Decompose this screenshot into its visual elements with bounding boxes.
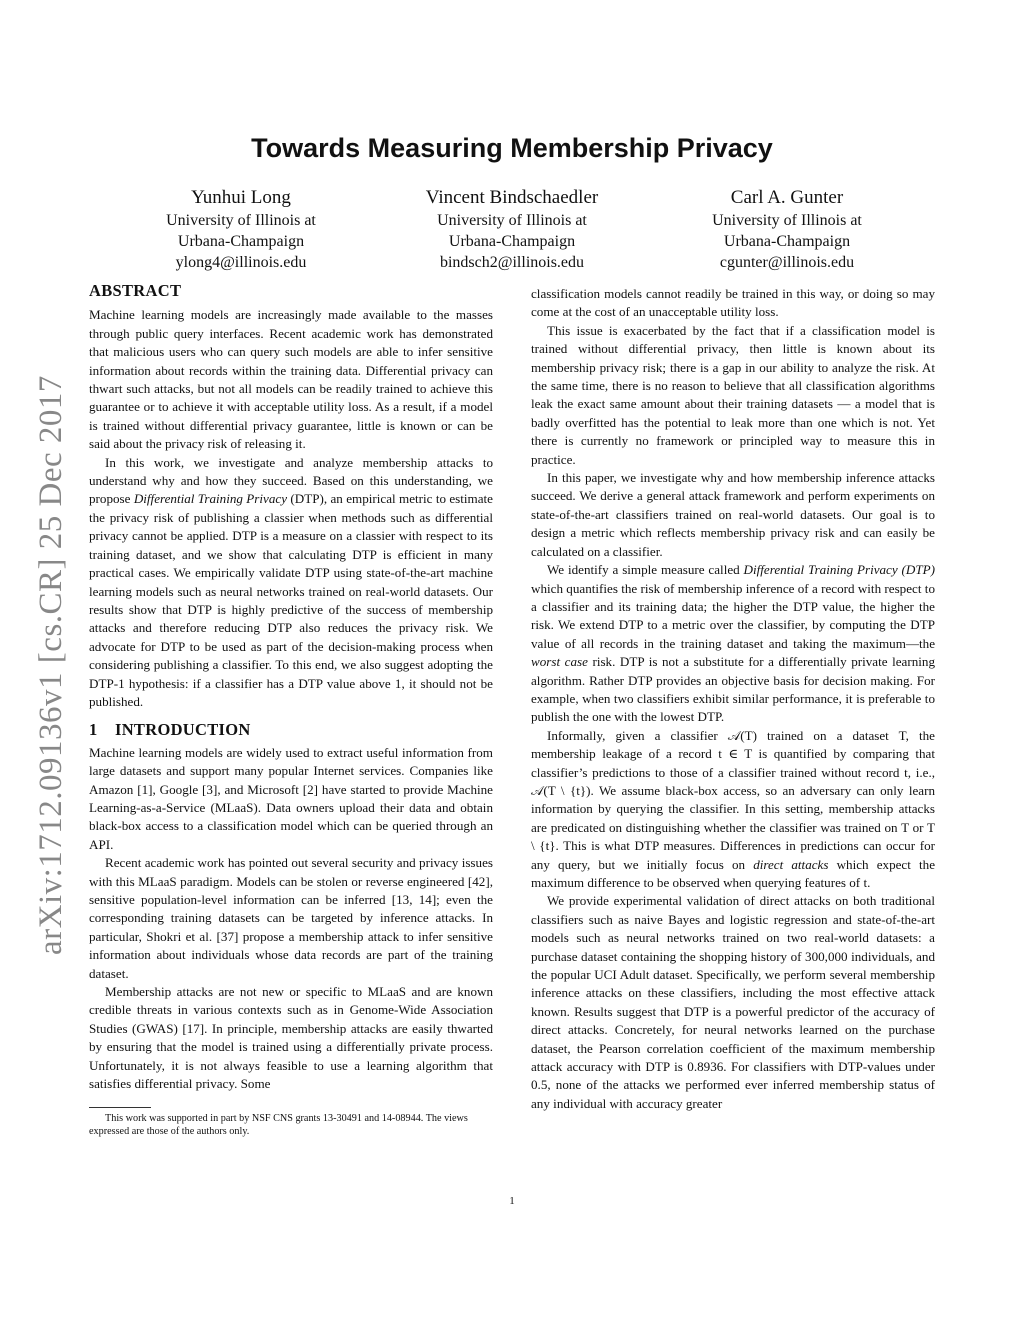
abstract-paragraph: Machine learning models are increasingly made available to the masses through public query interfaces. Recent academic work has demonstrated that malicious users who can query such models are able to infer sensitive information about records within the training data. Differential privacy can thwart such attacks, but not all models can be readily trained to achieve this guarantee or to achieve it with acceptable utility loss. As a result, if a model is trained without differential privacy guarantee, little is known or can be said about the privacy risk of releasing it. <box>89 307 493 452</box>
author-email: bindsch2@illinois.edu <box>439 254 585 271</box>
arxiv-stamp: arXiv:1712.09136v1 [cs.CR] 25 Dec 2017 <box>33 375 69 955</box>
author-name: Carl A. Gunter <box>730 187 844 208</box>
body-paragraph: classification models cannot readily be trained in this way, or doing so may come at the cost of an unacceptable utility loss. <box>531 286 935 320</box>
abstract-heading: ABSTRACT <box>89 281 182 300</box>
intro-paragraph: Membership attacks are not new or specific to MLaaS and are known credible threats in various contexts such as in Genome-Wide Association Studies (GWAS) [17]. In principle, membership attacks are easily thwarted by ensuring that the model is trained using a differentially private process. Unfortunately, it is not always feasible to use a learning algorithm that satisfies differential privacy. Some <box>89 984 493 1092</box>
author-block-1 <box>91 186 391 273</box>
body-paragraph: In this paper, we investigate why and how membership inference attacks succeed. We derive a general attack framework and perform experiments on state-of-the-art classifiers trained on real-world datasets. Our goal is to design a metric which reflects membership privacy risk and can easily be calculated on a classifier. <box>531 470 935 559</box>
author-affiliation: University of Illinois at <box>712 212 862 229</box>
body-paragraph: Informally, given a classifier 𝒜(T) trained on a dataset T, the membership leakage of a record t ∈ T is quantified by comparing that classifier’s predictions to those of a classifier trained without record t, i.e., 𝒜(T \ {t}). We assume black-box access, so an adversary can only learn information by querying the classifier. In this setting, membership attacks are predicated on distinguishing whether the classifier was trained on T or T \ {t}. This is what DTP measures. Differences in predictions can occur for any query, but we initially focus on direct attacks which expect the maximum difference to be observed when querying features of t. <box>531 727 935 890</box>
body-paragraph: This issue is exacerbated by the fact that if a classification model is trained without differential privacy, then little is known about its membership privacy risk; there is a gap in our ability to analyze the risk. At the same time, there is no reason to believe that all classification algorithms leak the exact same amount about their training datasets — a model that is badly overfitted has the potential to leak more than one which is not. Yet there is currently no framework or principled way to measure this in practice. <box>531 322 935 467</box>
body-paragraph: We identify a simple measure called Differential Training Privacy (DTP) which quantifies the risk of membership inference of a record with respect to a classifier and its training data; the higher the DTP value, the higher the risk. We extend DTP to a metric over the classifier, by computing the DTP value of all records in the training dataset and taking the maximum—the worst case risk. DTP is not a substitute for a differentially private learning algorithm. Rather DTP provides an objective basis for decision making. For example, when two classifiers exhibit similar performance, it is preferable to publish the one with the lowest DTP. <box>531 562 935 725</box>
footnote-rule <box>89 1107 151 1108</box>
author-affiliation: Urbana-Champaign <box>177 233 305 250</box>
author-name: Yunhui Long <box>191 187 291 208</box>
abstract-paragraph: In this work, we investigate and analyze membership attacks to understand why and how they succeed. Based on this understanding, we propose Differential Training Privacy (DTP), an empirical metric to estimate the privacy risk of publishing a classier when methods such as differential privacy cannot be applied. DTP is a measure on a classier with respect to its training dataset, and we show that calculating DTP is efficient in many practical cases. We empirically validate DTP using state-of-the-art machine learning models such as neural networks trained on real-world datasets. Our results show that DTP is highly predictive of the success of membership attacks and therefore reducing DTP also reduces the privacy risk. We advocate for DTP to be used as part of the decision-making process when considering publishing a classifier. To this end, we also suggest adopting the DTP-1 hypothesis: if a classifier has a DTP value above 1, it should not be published. <box>89 454 493 709</box>
body-paragraph: We provide experimental validation of direct attacks on both traditional classifiers such as naive Bayes and logistic regression and state-of-the-art models such as neural networks trained on two real-world datasets: a purchase dataset containing the shopping history of 300,000 individuals, and the popular UCI Adult dataset. Specifically, we perform several membership inference attacks on these classifiers, including the most effective attack known. Results suggest that DTP is a powerful predictor of the accuracy of direct attacks. Concretely, for neural networks learned on the purchase dataset, the Pearson correlation coefficient of the maximum membership attack accuracy with DTP is 0.8936. For classifiers with DTP-values under 0.5, none of the attacks we performed ever inferred membership status of any individual with accuracy greater <box>531 893 935 1111</box>
author-affiliation: Urbana-Champaign <box>448 233 576 250</box>
right-column <box>531 285 935 1113</box>
intro-paragraph: Machine learning models are widely used to extract useful information from large datasets and support many popular Internet services. Companies like Amazon [1], Google [3], and Microsoft [2] have started to provide Machine Learning-as-a-Service (MLaaS). Data owners upload their data and obtain black-box access to a classification model which can be queried through an API. <box>89 744 493 852</box>
author-name: Vincent Bindschaedler <box>425 187 599 208</box>
author-email: ylong4@illinois.edu <box>175 254 307 271</box>
intro-heading: 1 INTRODUCTION <box>89 720 251 740</box>
author-block-2 <box>362 186 662 273</box>
intro-paragraph: Recent academic work has pointed out several security and privacy issues with this MLaaS paradigm. Models can be stolen or reverse engineered [42], sensitive population-level information can be inferred [13, 14]; even the corresponding training datasets can be targeted by inference attacks. In particular, Shokri et al. [37] propose a membership attack to infer sensitive information about individuals whose data records are part of the training dataset. <box>89 855 493 981</box>
author-email: cgunter@illinois.edu <box>719 254 855 271</box>
author-affiliation: University of Illinois at <box>437 212 587 229</box>
author-block-3 <box>637 186 937 273</box>
page-number: 1 <box>509 1195 515 1207</box>
author-affiliation: Urbana-Champaign <box>723 233 851 250</box>
footnote: This work was supported in part by NSF CNS grants 13-30491 and 14-08944. The views expressed are those of the authors only. <box>89 1113 468 1138</box>
paper-title: Towards Measuring Membership Privacy <box>251 133 773 163</box>
author-affiliation: University of Illinois at <box>166 212 316 229</box>
left-column <box>89 282 493 1138</box>
